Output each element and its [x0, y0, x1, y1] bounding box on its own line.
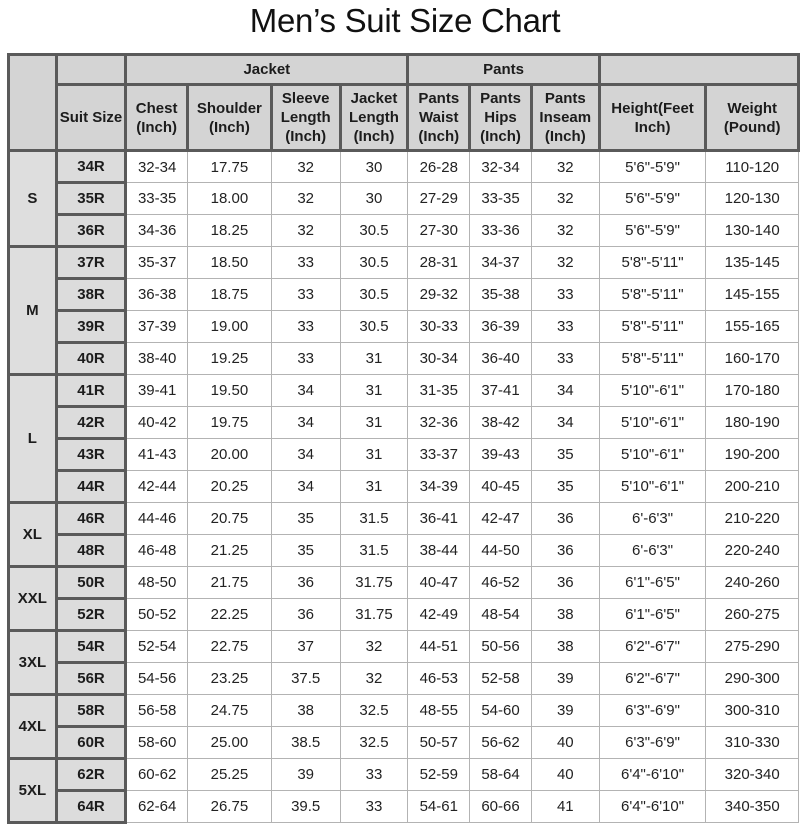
cell-inseam: 38: [531, 599, 599, 631]
table-row: [9, 311, 799, 343]
column-header-chest: Chest (Inch): [126, 85, 188, 151]
cell-inseam: 33: [531, 311, 599, 343]
table-row: [9, 407, 799, 439]
cell-weight: 240-260: [706, 567, 799, 599]
column-header-height: Height(Feet Inch): [599, 85, 706, 151]
cell-shoulder: 17.75: [188, 151, 272, 183]
column-header-waist: Pants Waist (Inch): [408, 85, 470, 151]
table-row: [9, 247, 799, 279]
cell-inseam: 35: [531, 439, 599, 471]
cell-weight: 135-145: [706, 247, 799, 279]
cell-sleeve: 33: [271, 311, 340, 343]
cell-height: 6'3"-6'9": [599, 727, 706, 759]
cell-sleeve: 33: [271, 247, 340, 279]
cell-height: 5'6"-5'9": [599, 151, 706, 183]
cell-jacket-length: 30: [340, 183, 408, 215]
cell-weight: 320-340: [706, 759, 799, 791]
cell-weight: 200-210: [706, 471, 799, 503]
cell-chest: 56-58: [126, 695, 188, 727]
cell-chest: 32-34: [126, 151, 188, 183]
cell-chest: 34-36: [126, 215, 188, 247]
suit-size-cell: 60R: [56, 727, 125, 759]
size-chart-table: [7, 53, 800, 824]
cell-jacket-length: 31.75: [340, 567, 408, 599]
suit-size-cell: 48R: [56, 535, 125, 567]
cell-sleeve: 32: [271, 183, 340, 215]
cell-sleeve: 35: [271, 503, 340, 535]
cell-chest: 52-54: [126, 631, 188, 663]
suit-size-cell: 37R: [56, 247, 125, 279]
page-title: Men’s Suit Size Chart: [249, 2, 561, 39]
table-row: [9, 375, 799, 407]
cell-waist: 40-47: [408, 567, 470, 599]
cell-chest: 37-39: [126, 311, 188, 343]
cell-hips: 36-40: [470, 343, 532, 375]
cell-shoulder: 26.75: [188, 791, 272, 823]
column-header-jacket-length: Jacket Length (Inch): [340, 85, 408, 151]
cell-shoulder: 20.00: [188, 439, 272, 471]
cell-hips: 48-54: [470, 599, 532, 631]
cell-weight: 300-310: [706, 695, 799, 727]
cell-shoulder: 21.75: [188, 567, 272, 599]
cell-waist: 30-33: [408, 311, 470, 343]
cell-inseam: 33: [531, 279, 599, 311]
cell-inseam: 33: [531, 343, 599, 375]
cell-inseam: 32: [531, 183, 599, 215]
size-group-label: 3XL: [9, 631, 57, 695]
suit-size-cell: 35R: [56, 183, 125, 215]
cell-chest: 38-40: [126, 343, 188, 375]
cell-chest: 60-62: [126, 759, 188, 791]
cell-weight: 260-275: [706, 599, 799, 631]
table-row: [9, 183, 799, 215]
cell-inseam: 39: [531, 663, 599, 695]
table-row: [9, 279, 799, 311]
cell-waist: 36-41: [408, 503, 470, 535]
suit-size-cell: 64R: [56, 791, 125, 823]
cell-inseam: 34: [531, 407, 599, 439]
cell-height: 6'1"-6'5": [599, 567, 706, 599]
suit-size-cell: 56R: [56, 663, 125, 695]
cell-jacket-length: 32: [340, 631, 408, 663]
cell-weight: 130-140: [706, 215, 799, 247]
cell-shoulder: 18.50: [188, 247, 272, 279]
size-group-label: 5XL: [9, 759, 57, 823]
cell-waist: 46-53: [408, 663, 470, 695]
cell-weight: 310-330: [706, 727, 799, 759]
cell-shoulder: 18.75: [188, 279, 272, 311]
cell-sleeve: 39: [271, 759, 340, 791]
suit-size-cell: 36R: [56, 215, 125, 247]
cell-waist: 52-59: [408, 759, 470, 791]
pants-group-header: Pants: [408, 55, 599, 85]
cell-jacket-length: 31: [340, 375, 408, 407]
cell-hips: 32-34: [470, 151, 532, 183]
cell-inseam: 36: [531, 535, 599, 567]
cell-shoulder: 20.25: [188, 471, 272, 503]
cell-shoulder: 18.00: [188, 183, 272, 215]
cell-inseam: 34: [531, 375, 599, 407]
cell-chest: 44-46: [126, 503, 188, 535]
cell-shoulder: 25.25: [188, 759, 272, 791]
column-header-shoulder: Shoulder (Inch): [188, 85, 272, 151]
size-group-label: XXL: [9, 567, 57, 631]
cell-hips: 52-58: [470, 663, 532, 695]
cell-jacket-length: 31: [340, 471, 408, 503]
cell-height: 6'-6'3": [599, 535, 706, 567]
cell-height: 5'8"-5'11": [599, 247, 706, 279]
size-group-label: L: [9, 375, 57, 503]
cell-sleeve: 34: [271, 471, 340, 503]
suit-size-cell: 62R: [56, 759, 125, 791]
cell-hips: 33-35: [470, 183, 532, 215]
cell-waist: 32-36: [408, 407, 470, 439]
suit-size-cell: 43R: [56, 439, 125, 471]
cell-height: 6'2"-6'7": [599, 663, 706, 695]
table-row: [9, 727, 799, 759]
cell-inseam: 32: [531, 247, 599, 279]
suit-size-cell: 52R: [56, 599, 125, 631]
cell-hips: 33-36: [470, 215, 532, 247]
cell-waist: 33-37: [408, 439, 470, 471]
cell-jacket-length: 30: [340, 151, 408, 183]
table-row: [9, 343, 799, 375]
cell-waist: 54-61: [408, 791, 470, 823]
cell-weight: 210-220: [706, 503, 799, 535]
cell-hips: 34-37: [470, 247, 532, 279]
cell-height: 6'2"-6'7": [599, 631, 706, 663]
cell-waist: 42-49: [408, 599, 470, 631]
table-row: [9, 663, 799, 695]
cell-waist: 48-55: [408, 695, 470, 727]
cell-shoulder: 22.75: [188, 631, 272, 663]
column-header-sleeve: Sleeve Length (Inch): [271, 85, 340, 151]
cell-shoulder: 24.75: [188, 695, 272, 727]
cell-waist: 34-39: [408, 471, 470, 503]
cell-sleeve: 34: [271, 407, 340, 439]
cell-waist: 26-28: [408, 151, 470, 183]
cell-height: 5'8"-5'11": [599, 279, 706, 311]
cell-weight: 220-240: [706, 535, 799, 567]
cell-hips: 60-66: [470, 791, 532, 823]
cell-chest: 40-42: [126, 407, 188, 439]
cell-sleeve: 38.5: [271, 727, 340, 759]
cell-hips: 42-47: [470, 503, 532, 535]
cell-inseam: 36: [531, 567, 599, 599]
cell-shoulder: 22.25: [188, 599, 272, 631]
cell-shoulder: 20.75: [188, 503, 272, 535]
cell-height: 6'3"-6'9": [599, 695, 706, 727]
cell-hips: 46-52: [470, 567, 532, 599]
cell-hips: 44-50: [470, 535, 532, 567]
cell-sleeve: 33: [271, 279, 340, 311]
cell-sleeve: 34: [271, 439, 340, 471]
table-row: [9, 631, 799, 663]
cell-hips: 39-43: [470, 439, 532, 471]
cell-chest: 36-38: [126, 279, 188, 311]
suit-size-cell: 40R: [56, 343, 125, 375]
cell-jacket-length: 30.5: [340, 311, 408, 343]
cell-inseam: 38: [531, 631, 599, 663]
table-row: [9, 503, 799, 535]
cell-chest: 33-35: [126, 183, 188, 215]
cell-chest: 62-64: [126, 791, 188, 823]
cell-weight: 145-155: [706, 279, 799, 311]
cell-chest: 46-48: [126, 535, 188, 567]
cell-inseam: 32: [531, 215, 599, 247]
cell-weight: 340-350: [706, 791, 799, 823]
suit-size-cell: 58R: [56, 695, 125, 727]
column-header-suit-size: Suit Size: [56, 85, 125, 151]
cell-inseam: 40: [531, 727, 599, 759]
table-row: [9, 151, 799, 183]
column-header-weight: Weight (Pound): [706, 85, 799, 151]
cell-hips: 35-38: [470, 279, 532, 311]
cell-waist: 29-32: [408, 279, 470, 311]
cell-inseam: 32: [531, 151, 599, 183]
cell-waist: 50-57: [408, 727, 470, 759]
cell-sleeve: 32: [271, 151, 340, 183]
suit-size-cell: 50R: [56, 567, 125, 599]
cell-weight: 190-200: [706, 439, 799, 471]
cell-sleeve: 37: [271, 631, 340, 663]
suit-size-cell: 46R: [56, 503, 125, 535]
cell-shoulder: 21.25: [188, 535, 272, 567]
cell-waist: 44-51: [408, 631, 470, 663]
cell-weight: 275-290: [706, 631, 799, 663]
size-group-label: 4XL: [9, 695, 57, 759]
table-row: [9, 535, 799, 567]
cell-shoulder: 19.75: [188, 407, 272, 439]
cell-weight: 170-180: [706, 375, 799, 407]
cell-inseam: 35: [531, 471, 599, 503]
cell-chest: 48-50: [126, 567, 188, 599]
cell-hips: 36-39: [470, 311, 532, 343]
cell-waist: 30-34: [408, 343, 470, 375]
table-row: [9, 471, 799, 503]
cell-shoulder: 19.50: [188, 375, 272, 407]
cell-sleeve: 32: [271, 215, 340, 247]
column-header-hips: Pants Hips (Inch): [470, 85, 532, 151]
cell-jacket-length: 32.5: [340, 727, 408, 759]
cell-jacket-length: 31.5: [340, 503, 408, 535]
cell-shoulder: 25.00: [188, 727, 272, 759]
cell-chest: 54-56: [126, 663, 188, 695]
cell-chest: 41-43: [126, 439, 188, 471]
cell-jacket-length: 31: [340, 343, 408, 375]
cell-weight: 155-165: [706, 311, 799, 343]
size-group-header: [9, 55, 57, 151]
cell-height: 6'1"-6'5": [599, 599, 706, 631]
cell-weight: 120-130: [706, 183, 799, 215]
cell-inseam: 40: [531, 759, 599, 791]
cell-weight: 290-300: [706, 663, 799, 695]
cell-weight: 180-190: [706, 407, 799, 439]
cell-jacket-length: 31.5: [340, 535, 408, 567]
cell-shoulder: 19.00: [188, 311, 272, 343]
cell-sleeve: 34: [271, 375, 340, 407]
cell-height: 5'10"-6'1": [599, 439, 706, 471]
cell-sleeve: 38: [271, 695, 340, 727]
table-row: [9, 599, 799, 631]
table-row: [9, 567, 799, 599]
column-header-inseam: Pants Inseam (Inch): [531, 85, 599, 151]
cell-height: 5'6"-5'9": [599, 183, 706, 215]
blank-header: [56, 55, 125, 85]
size-chart-body: [9, 151, 799, 823]
cell-waist: 27-30: [408, 215, 470, 247]
cell-jacket-length: 33: [340, 791, 408, 823]
cell-shoulder: 23.25: [188, 663, 272, 695]
table-row: [9, 215, 799, 247]
suit-size-cell: 41R: [56, 375, 125, 407]
suit-size-cell: 42R: [56, 407, 125, 439]
cell-hips: 56-62: [470, 727, 532, 759]
cell-hips: 37-41: [470, 375, 532, 407]
cell-jacket-length: 31.75: [340, 599, 408, 631]
cell-height: 6'4"-6'10": [599, 759, 706, 791]
cell-hips: 54-60: [470, 695, 532, 727]
suit-size-cell: 44R: [56, 471, 125, 503]
suit-size-cell: 38R: [56, 279, 125, 311]
cell-inseam: 41: [531, 791, 599, 823]
cell-jacket-length: 30.5: [340, 279, 408, 311]
cell-hips: 40-45: [470, 471, 532, 503]
cell-waist: 38-44: [408, 535, 470, 567]
cell-height: 5'8"-5'11": [599, 311, 706, 343]
cell-jacket-length: 31: [340, 407, 408, 439]
header-group-row: [9, 55, 799, 85]
cell-chest: 50-52: [126, 599, 188, 631]
cell-sleeve: 33: [271, 343, 340, 375]
cell-inseam: 36: [531, 503, 599, 535]
cell-hips: 58-64: [470, 759, 532, 791]
cell-jacket-length: 32: [340, 663, 408, 695]
cell-height: 5'8"-5'11": [599, 343, 706, 375]
cell-jacket-length: 31: [340, 439, 408, 471]
cell-sleeve: 36: [271, 599, 340, 631]
size-group-label: S: [9, 151, 57, 247]
size-group-label: M: [9, 247, 57, 375]
table-row: [9, 439, 799, 471]
cell-jacket-length: 30.5: [340, 247, 408, 279]
suit-size-cell: 54R: [56, 631, 125, 663]
cell-height: 5'6"-5'9": [599, 215, 706, 247]
cell-inseam: 39: [531, 695, 599, 727]
table-row: [9, 759, 799, 791]
cell-chest: 58-60: [126, 727, 188, 759]
cell-jacket-length: 33: [340, 759, 408, 791]
cell-sleeve: 37.5: [271, 663, 340, 695]
cell-hips: 50-56: [470, 631, 532, 663]
suit-size-cell: 39R: [56, 311, 125, 343]
table-row: [9, 695, 799, 727]
cell-weight: 160-170: [706, 343, 799, 375]
cell-height: 5'10"-6'1": [599, 375, 706, 407]
cell-waist: 27-29: [408, 183, 470, 215]
cell-jacket-length: 32.5: [340, 695, 408, 727]
size-group-label: XL: [9, 503, 57, 567]
cell-height: 6'4"-6'10": [599, 791, 706, 823]
jacket-group-header: Jacket: [126, 55, 408, 85]
column-header-row: [9, 85, 799, 151]
cell-jacket-length: 30.5: [340, 215, 408, 247]
table-row: [9, 791, 799, 823]
cell-shoulder: 19.25: [188, 343, 272, 375]
suit-size-cell: 34R: [56, 151, 125, 183]
cell-sleeve: 39.5: [271, 791, 340, 823]
cell-height: 5'10"-6'1": [599, 407, 706, 439]
cell-hips: 38-42: [470, 407, 532, 439]
cell-height: 5'10"-6'1": [599, 471, 706, 503]
cell-sleeve: 35: [271, 535, 340, 567]
cell-weight: 110-120: [706, 151, 799, 183]
cell-waist: 31-35: [408, 375, 470, 407]
cell-height: 6'-6'3": [599, 503, 706, 535]
cell-shoulder: 18.25: [188, 215, 272, 247]
body-group-header: [599, 55, 798, 85]
cell-sleeve: 36: [271, 567, 340, 599]
cell-chest: 35-37: [126, 247, 188, 279]
cell-waist: 28-31: [408, 247, 470, 279]
cell-chest: 39-41: [126, 375, 188, 407]
cell-chest: 42-44: [126, 471, 188, 503]
